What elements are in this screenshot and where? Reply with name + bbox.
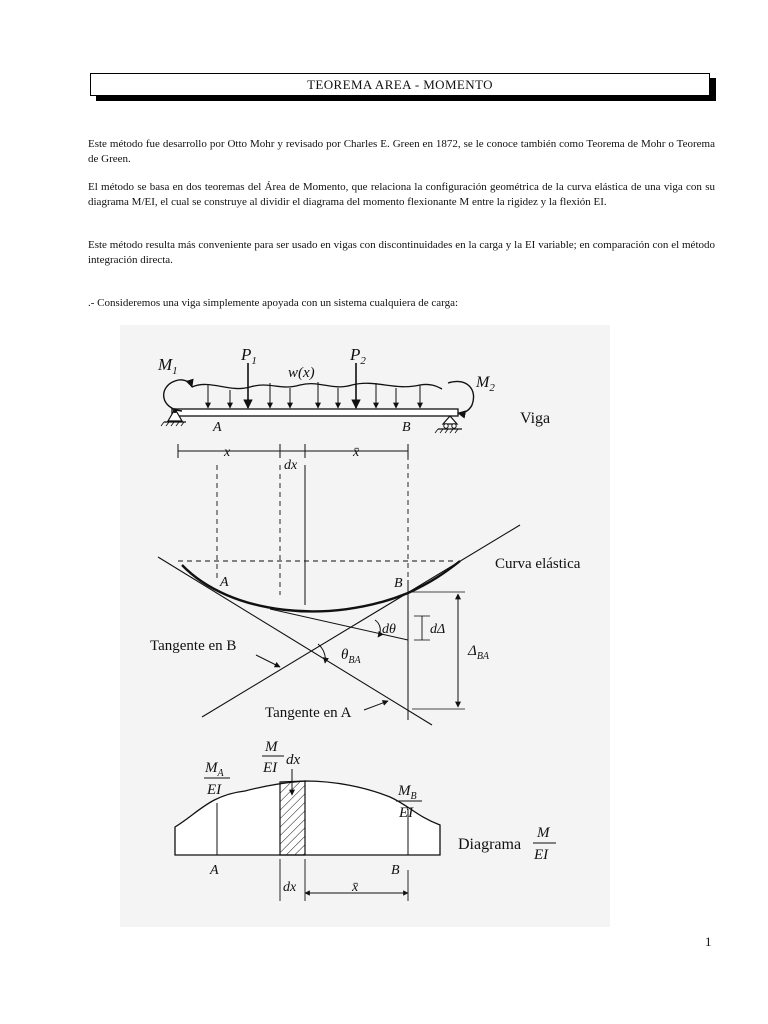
page-number: 1	[705, 934, 712, 949]
strip-ei-label: EI	[263, 760, 278, 776]
paragraph-intro: Este método fue desarrollo por Otto Mohr y revisado por Charles E. Green en 1872, se le conoce también como Teorema de Mohr o Teorema de Green.	[88, 138, 715, 165]
d-theta-label: dθ	[382, 622, 396, 637]
d-delta-label: dΔ	[430, 622, 446, 637]
paragraph-theorems: El método se basa en dos teoremas del Área de Momento, que relaciona la configuración geométrica de la curva elástica de una viga con su diagrama M/EI, el cual se construye al dividir el diagrama del momento flexionante M entre la rigidez y la flexión EI.	[88, 181, 715, 208]
curve-label: Curva elástica	[495, 556, 581, 572]
ma-ei-label: EI	[207, 782, 222, 798]
dim-dx-label: dx	[284, 458, 298, 473]
curve-point-a: A	[220, 575, 229, 590]
page-title: TEOREMA AREA - MOMENTO	[90, 73, 710, 96]
m2-label: $M_2$	[476, 374, 495, 394]
diagram-label: Diagrama	[458, 836, 522, 853]
area-moment-figure	[120, 325, 610, 927]
diagram-dim-xbar: x̄	[352, 880, 359, 895]
diagram-point-a: A	[210, 863, 219, 878]
p2-label: $P_2$	[350, 345, 366, 367]
curve-point-b: B	[394, 576, 403, 591]
mb-ei-label: EI	[399, 805, 414, 821]
diagram-point-b: B	[391, 863, 400, 878]
diagram-ei-label: EI	[534, 847, 549, 863]
diagram-m-label: M	[537, 825, 550, 841]
beam	[172, 409, 458, 416]
load-label: w(x)	[288, 365, 315, 381]
beam-point-b: B	[402, 420, 411, 435]
beam-point-a: A	[213, 420, 222, 435]
diagram-dim-dx: dx	[283, 880, 297, 895]
dim-xbar-label: x̄	[353, 445, 360, 460]
tangent-b-label: Tangente en B	[150, 638, 237, 654]
p1-label: $P_1$	[241, 345, 257, 367]
delta-ba-label: $\Delta_{BA}$	[468, 643, 490, 662]
paragraph-consider: .- Consideremos una viga simplemente apoyada con un sistema cualquiera de carga:	[88, 297, 459, 309]
strip-m-label: M	[265, 739, 278, 755]
m1-label: $M_1$	[158, 355, 178, 377]
tangent-a-label: Tangente en A	[265, 705, 352, 721]
beam-label: Viga	[520, 410, 551, 427]
theta-ba-label: $\theta_{BA}$	[341, 647, 361, 666]
strip-dx-label: dx	[286, 752, 301, 768]
dim-x-label: x	[224, 445, 231, 460]
paragraph-advantage: Este método resulta más conveniente para ser usado en vigas con discontinuidades en la carga y la EI variable; en comparación con el método integración directa.	[88, 239, 715, 266]
mb-label: $M_B$	[398, 783, 417, 802]
ma-label: $M_A$	[205, 760, 224, 779]
